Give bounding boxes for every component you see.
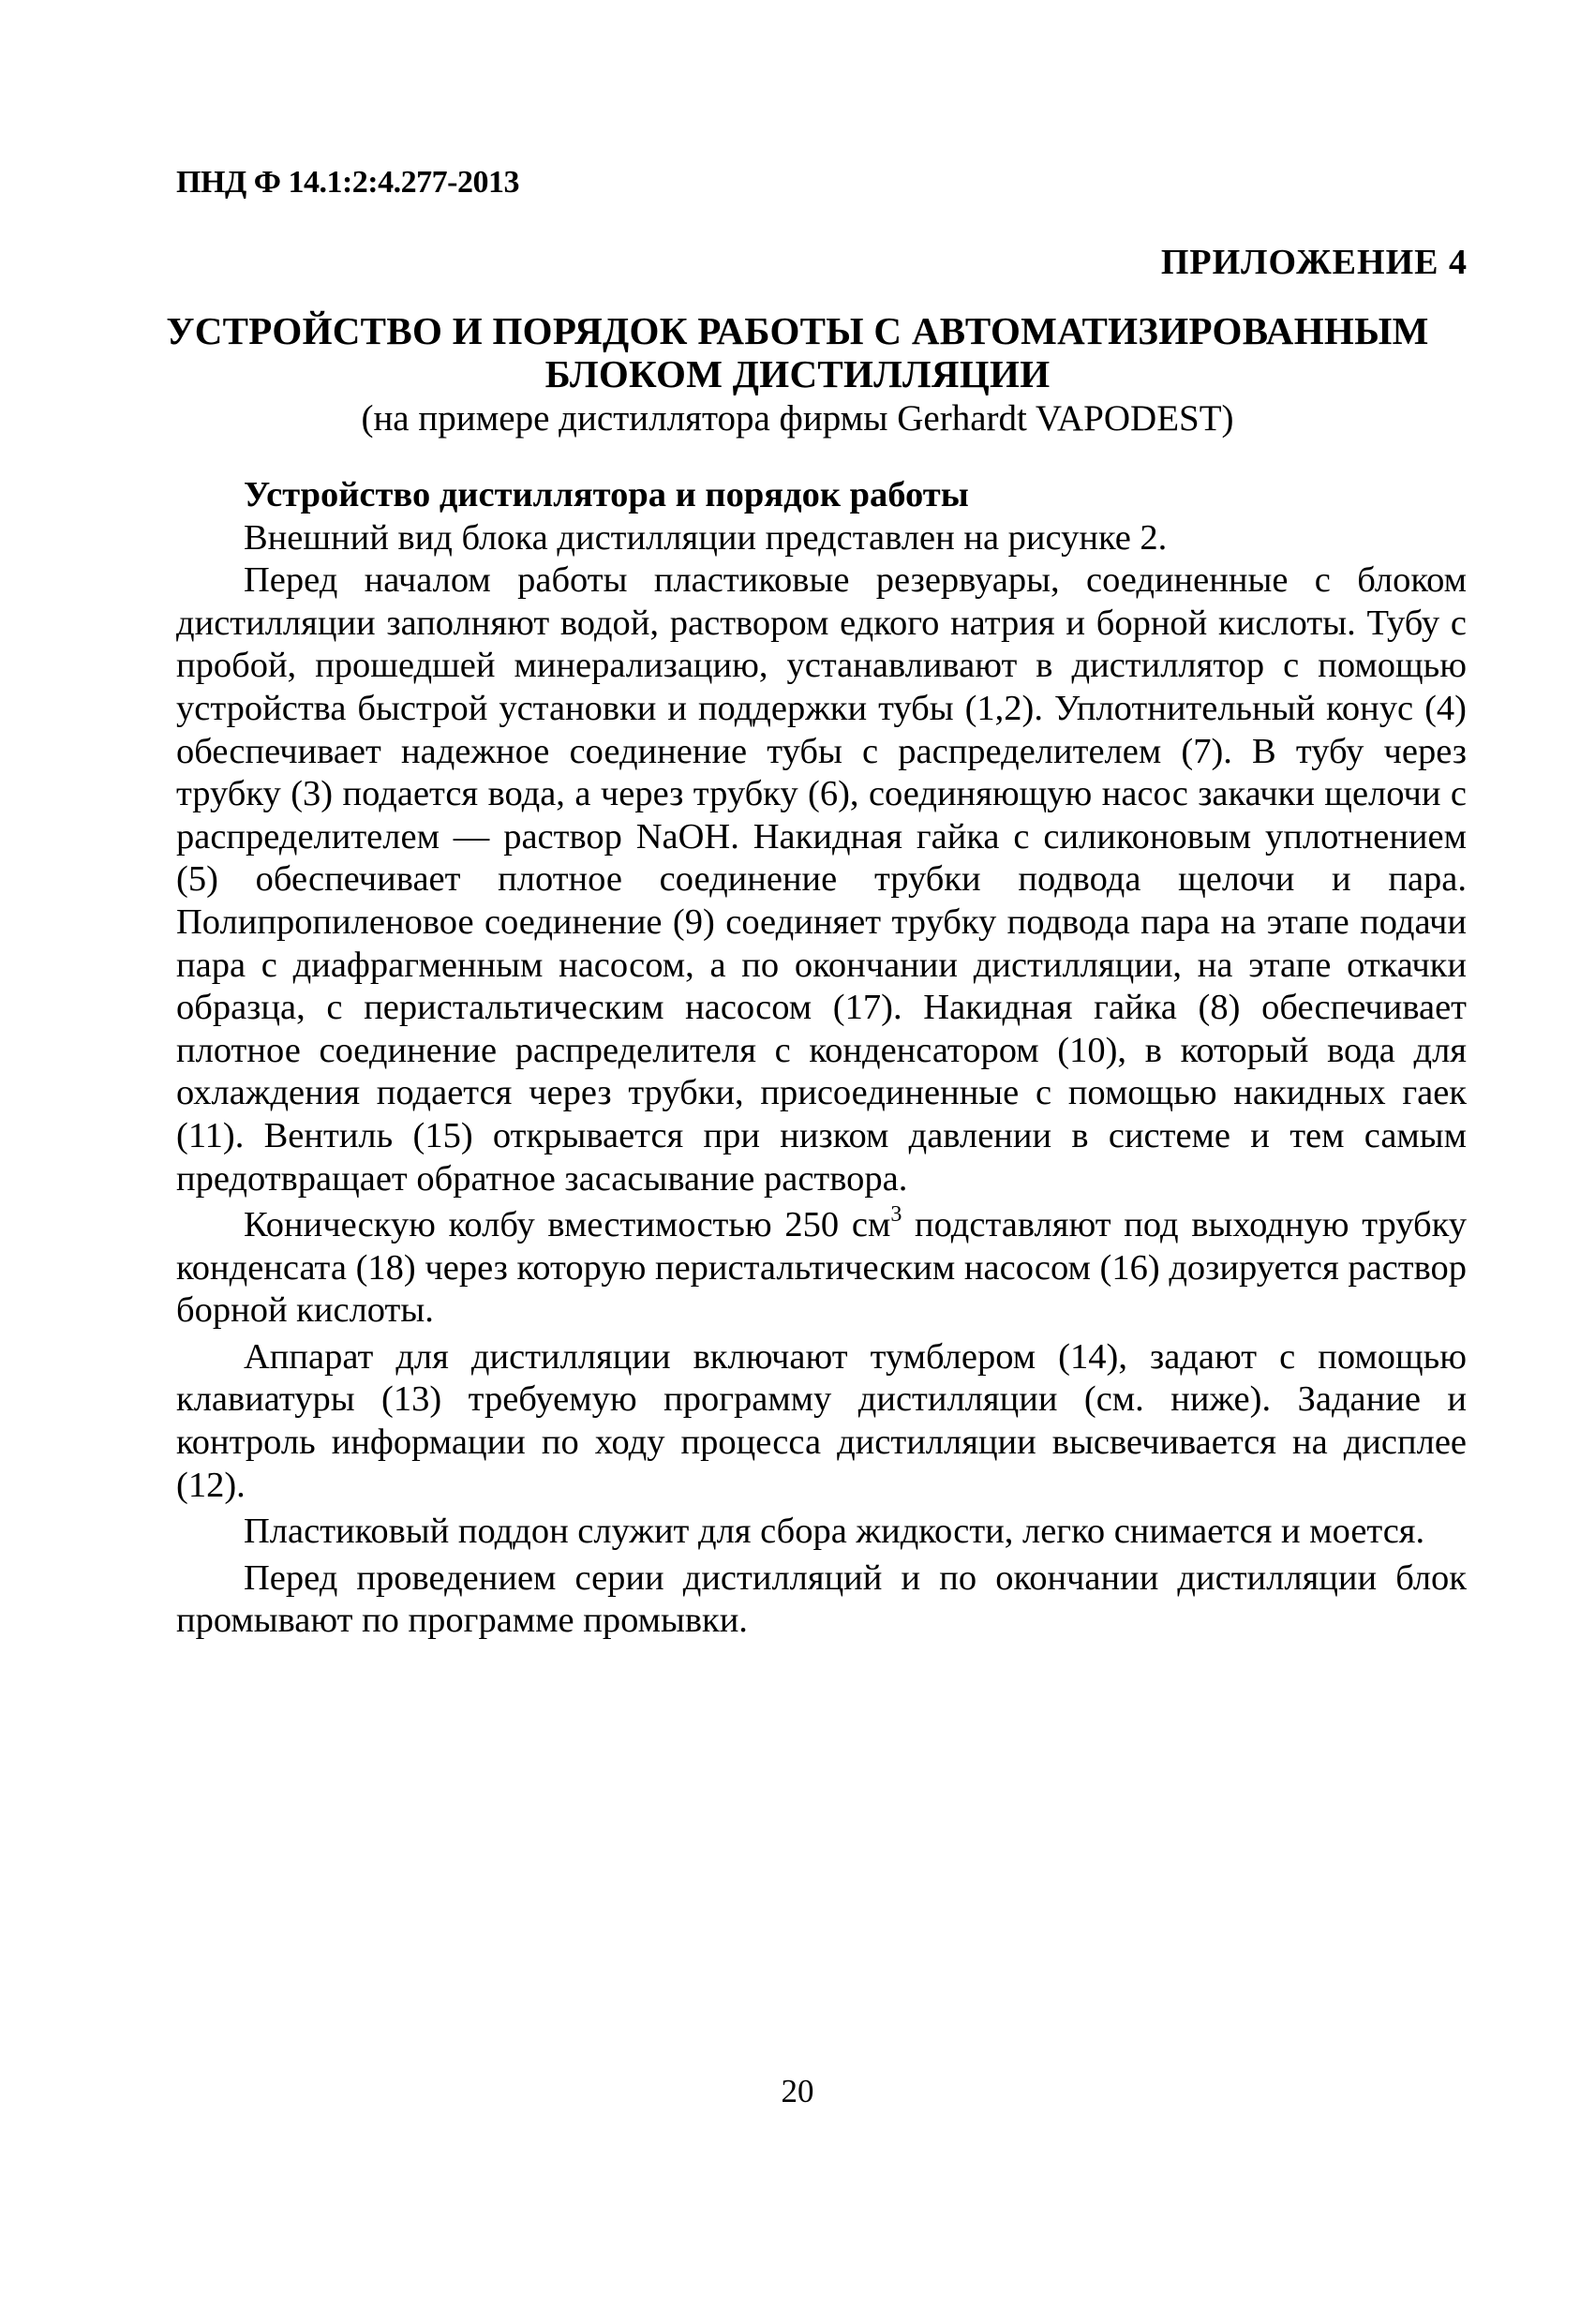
flask-text-before: Коническую колбу вместимостью 250 см <box>244 1205 891 1245</box>
paragraph-apparatus-control: Аппарат для дистилляции включают тумблером (14), задают с помощью клавиатуры (13) требуемую программу дистилляции (см. ниже). Задание и контроль информации по ходу процесса дистилляции высвечивается на дисплее (12). <box>176 1336 1467 1505</box>
paragraph-plastic-tray: Пластиковый поддон служит для сбора жидкости, легко снимается и моется. <box>244 1512 1425 1552</box>
document-code: ПНД Ф 14.1:2:4.277-2013 <box>176 165 519 200</box>
title-line-2: БЛОКОМ ДИСТИЛЛЯЦИИ <box>544 352 1051 395</box>
document-body <box>176 474 1467 1643</box>
page-title <box>131 309 1464 395</box>
page-number: 20 <box>781 2073 814 2109</box>
page-subtitle: (на примере дистиллятора фирмы Gerhardt VAPODEST) <box>361 398 1234 439</box>
paragraph-figure-reference: Внешний вид блока дистилляции представлен на рисунке 2. <box>244 517 1168 558</box>
appendix-label: ПРИЛОЖЕНИЕ 4 <box>1160 243 1468 282</box>
title-line-1: УСТРОЙСТВО И ПОРЯДОК РАБОТЫ С АВТОМАТИЗИРОВАННЫМ <box>166 309 1429 352</box>
flask-text-after: подставляют под выходную трубку конденсата (18) через которую перистальтическим насосом (16) дозируется раствор борной кислоты. <box>176 1205 1467 1331</box>
paragraph-device-description: Перед началом работы пластиковые резервуары, соединенные с блоком дистилляции заполняют водой, раствором едкого натрия и борной кислоты. Тубу с пробой, прошедшей минерализацию, устанавливают в дистиллятор с помощью устройства быстрой установки и поддержки тубы (1,2). Уплотнительный конус (4) обеспечивает надежное соединение тубы с распределителем (7). В тубу через трубку (3) подается вода, а через трубку (6), соединяющую насос закачки щелочи с распределителем — раствор NaOH. Накидная гайка с силиконовым уплотнением (5) обеспечивает плотное соединение трубки подвода щелочи и пара. Полипропиленовое соединение (9) соединяет трубку подвода пара на этапе подачи пара с диафрагменным насосом, а по окончании дистилляции, на этапе откачки образца, с перистальтическим насосом (17). Накидная гайка (8) обеспечивает плотное соединение распределителя с конденсатором (10), в который вода для охлаждения подается через трубки, присоединенные с помощью накидных гаек (11). Вентиль (15) открывается при низком давлении в системе и тем самым предотвращает обратное засасывание раствора. <box>176 560 1467 1199</box>
paragraph-conical-flask <box>176 1204 1467 1333</box>
section-heading: Устройство дистиллятора и порядок работы <box>244 475 969 514</box>
flask-unit-superscript: 3 <box>890 1202 902 1228</box>
paragraph-rinsing: Перед проведением серии дистилляций и по окончании дистилляции блок промывают по программе промывки. <box>176 1557 1467 1641</box>
